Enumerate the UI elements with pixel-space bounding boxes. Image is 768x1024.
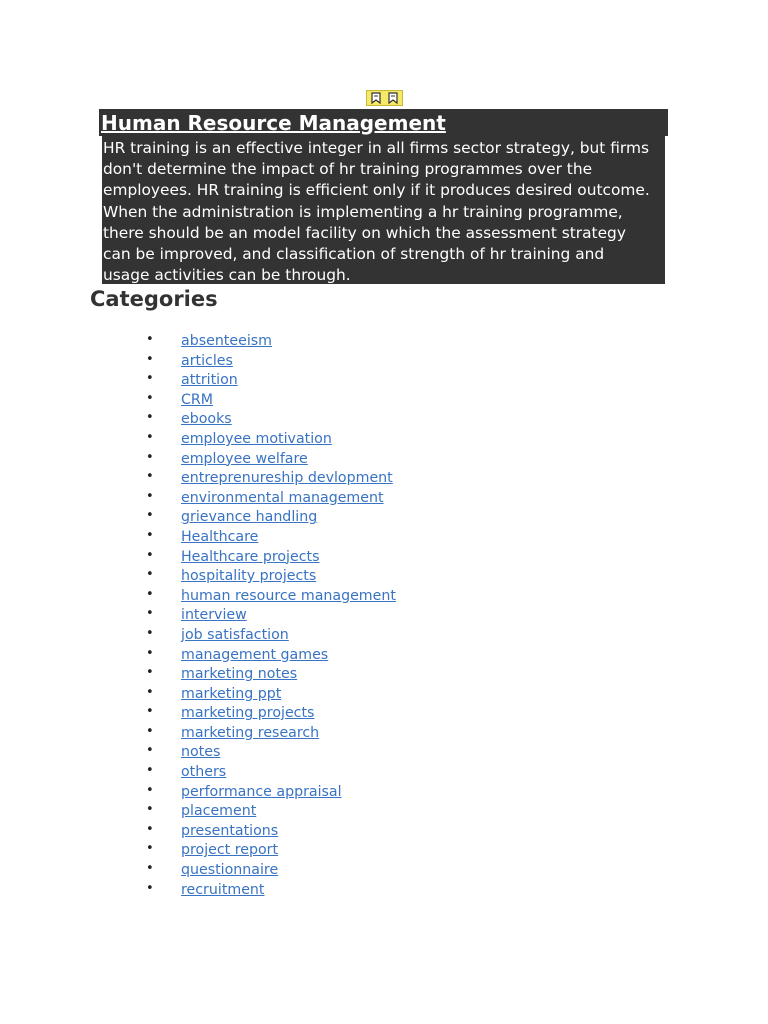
category-link[interactable]: job satisfaction (181, 626, 289, 643)
category-link[interactable]: entreprenureship devlopment (181, 470, 393, 487)
category-link[interactable]: CRM (181, 391, 214, 408)
bullet: • (146, 606, 154, 622)
category-link[interactable]: Healthcare projects (181, 548, 320, 565)
list-item (0, 761, 396, 781)
list-item (0, 448, 396, 468)
list-item (0, 820, 396, 840)
categories-heading: Categories (90, 287, 218, 311)
category-link[interactable]: attrition (181, 372, 238, 389)
category-link[interactable]: human resource management (181, 587, 396, 604)
list-item (0, 585, 396, 605)
bullet: • (146, 665, 154, 681)
bullet: • (146, 861, 154, 877)
bullet: • (146, 723, 154, 739)
bullet: • (146, 880, 154, 896)
bullet: • (146, 802, 154, 818)
list-item (0, 624, 396, 644)
category-link[interactable]: employee welfare (181, 450, 308, 467)
header-banner (99, 109, 668, 136)
bullet: • (146, 449, 154, 465)
category-link[interactable]: hospitality projects (181, 568, 317, 585)
list-item (0, 487, 396, 507)
bullet: • (146, 586, 154, 602)
bullet: • (146, 684, 154, 700)
list-item (0, 408, 396, 428)
category-link[interactable]: management games (181, 646, 329, 663)
list-item (0, 663, 396, 683)
list-item (0, 565, 396, 585)
list-item (0, 644, 396, 664)
category-link[interactable]: marketing projects (181, 705, 315, 722)
bullet: • (146, 469, 154, 485)
list-item (0, 683, 396, 703)
category-link[interactable]: performance appraisal (181, 783, 342, 800)
description-box (102, 136, 665, 284)
bullet: • (146, 625, 154, 641)
category-link[interactable]: presentations (181, 822, 279, 839)
description-line: HR training is an effective integer in all firms sector strategy, but firms (103, 139, 649, 157)
list-item (0, 781, 396, 801)
category-link[interactable]: marketing research (181, 724, 320, 741)
description-line: can be improved, and classification of strength of hr training and (103, 245, 605, 264)
category-link[interactable]: grievance handling (181, 509, 318, 526)
list-item (0, 859, 396, 879)
bullet: • (146, 821, 154, 837)
list-item (0, 702, 396, 722)
bullet: • (146, 567, 154, 583)
list-item (0, 839, 396, 859)
category-link[interactable]: marketing ppt (181, 685, 282, 702)
bullet: • (146, 645, 154, 661)
list-item (0, 604, 396, 624)
bullet: • (146, 782, 154, 798)
list-item (0, 467, 396, 487)
category-link[interactable]: marketing notes (181, 666, 298, 683)
list-item (0, 741, 396, 761)
category-link[interactable]: articles (181, 352, 233, 369)
description-line: there should be an model facility on which the assessment strategy (103, 223, 626, 242)
list-item (0, 526, 396, 546)
list-item (0, 546, 396, 566)
category-link[interactable]: questionnaire (181, 862, 279, 879)
bullet: • (146, 371, 154, 387)
list-item (0, 369, 396, 389)
list-item (0, 350, 396, 370)
description-line: don't determine the impact of hr training programmes over the (103, 160, 593, 179)
bullet: • (146, 429, 154, 445)
category-link[interactable]: environmental management (181, 489, 384, 506)
list-item (0, 722, 396, 742)
list-item (0, 428, 396, 448)
bullet: • (146, 410, 154, 426)
list-item (0, 330, 396, 350)
icon-bar (366, 90, 403, 106)
bullet: • (146, 743, 154, 759)
list-item (0, 879, 396, 899)
category-link[interactable]: employee motivation (181, 430, 332, 447)
description-text (102, 136, 665, 284)
bookmark-icon[interactable] (369, 91, 383, 105)
list-item (0, 800, 396, 820)
category-link[interactable]: recruitment (181, 881, 265, 898)
bullet: • (146, 763, 154, 779)
bullet: • (146, 841, 154, 857)
list-item (0, 389, 396, 409)
list-item (0, 506, 396, 526)
bullet: • (146, 527, 154, 543)
bullet: • (146, 390, 154, 406)
bullet: • (146, 704, 154, 720)
description-line: usage activities can be through. (103, 266, 351, 284)
description-line: employees. HR training is efficient only if it produces desired outcome. (103, 181, 650, 200)
category-link[interactable]: absenteeism (181, 333, 272, 349)
page-title[interactable]: Human Resource Management (101, 111, 446, 135)
description-line: When the administration is implementing a hr training programme, (103, 202, 623, 221)
category-link[interactable]: placement (181, 803, 257, 820)
bullet: • (146, 351, 154, 367)
category-link[interactable]: others (181, 764, 227, 781)
category-link[interactable]: Healthcare (181, 528, 259, 545)
category-link[interactable]: interview (181, 607, 247, 624)
category-link[interactable]: project report (181, 842, 279, 859)
bullet: • (146, 488, 154, 504)
bullet: • (146, 547, 154, 563)
bookmark-icon[interactable] (386, 91, 400, 105)
bullet: • (146, 332, 154, 347)
bullet: • (146, 508, 154, 524)
category-list (0, 330, 396, 898)
category-link[interactable]: ebooks (181, 411, 232, 428)
category-link[interactable]: notes (181, 744, 221, 761)
